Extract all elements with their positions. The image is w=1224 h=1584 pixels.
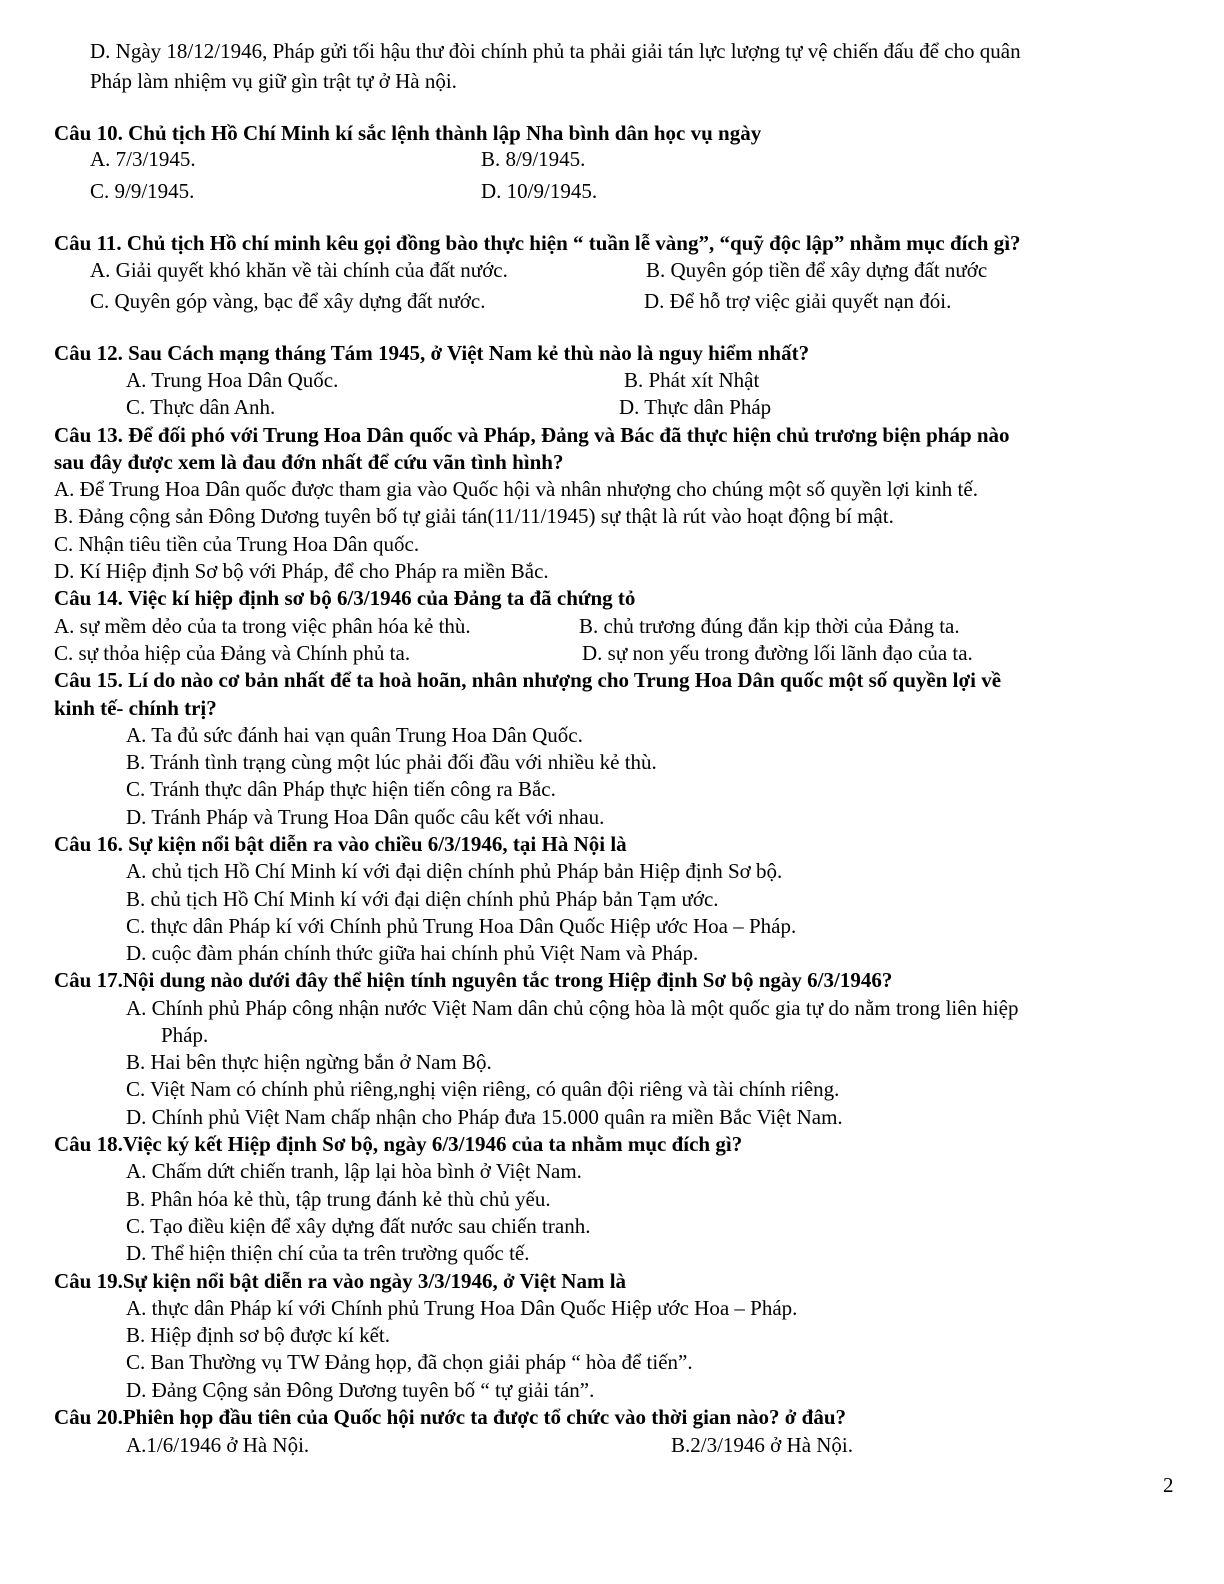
- q17-question: Câu 17.Nội dung nào dưới đây thể hiện tính nguyên tắc trong Hiệp định Sơ bộ ngày 6/3/1946?: [54, 968, 893, 992]
- q10-question: Câu 10. Chủ tịch Hồ Chí Minh kí sắc lệnh thành lập Nha bình dân học vụ ngày: [54, 121, 762, 145]
- q10-option-b: B. 8/9/1945.: [481, 147, 586, 171]
- q10-option-d: D. 10/9/1945.: [481, 179, 598, 203]
- q13-option-b: B. Đảng cộng sản Đông Dương tuyên bố tự giải tán(11/11/1945) sự thật là rút vào hoạt động bí mật.: [54, 504, 894, 528]
- q16-option-c: C. thực dân Pháp kí với Chính phủ Trung Hoa Dân Quốc Hiệp ước Hoa – Pháp.: [126, 914, 797, 938]
- q12-option-d: D. Thực dân Pháp: [619, 395, 772, 419]
- q13-option-d: D. Kí Hiệp định Sơ bộ với Pháp, để cho Pháp ra miền Bắc.: [54, 559, 549, 583]
- q20-option-b: B.2/3/1946 ở Hà Nội.: [671, 1433, 854, 1457]
- q17-option-c: C. Việt Nam có chính phủ riêng,nghị viện riêng, có quân đội riêng và tài chính riêng.: [126, 1077, 840, 1101]
- q15-question-line1: Câu 15. Lí do nào cơ bản nhất để ta hoà hoãn, nhân nhượng cho Trung Hoa Dân quốc một số quyền lợi về: [54, 668, 1002, 692]
- q9-option-d-line2: Pháp làm nhiệm vụ giữ gìn trật tự ở Hà nội.: [90, 69, 457, 93]
- q10-option-c: C. 9/9/1945.: [90, 179, 195, 203]
- q17-option-b: B. Hai bên thực hiện ngừng bắn ở Nam Bộ.: [126, 1050, 492, 1074]
- q15-option-d: D. Tránh Pháp và Trung Hoa Dân quốc câu kết với nhau.: [126, 805, 605, 829]
- q12-option-c: C. Thực dân Anh.: [126, 395, 276, 419]
- q11-option-d: D. Để hỗ trợ việc giải quyết nạn đói.: [644, 289, 952, 313]
- q12-option-a: A. Trung Hoa Dân Quốc.: [126, 368, 339, 392]
- q15-question-line2: kinh tế- chính trị?: [54, 696, 217, 720]
- q14-option-a: A. sự mềm dẻo của ta trong việc phân hóa kẻ thù.: [54, 614, 471, 638]
- q16-option-b: B. chủ tịch Hồ Chí Minh kí với đại diện chính phủ Pháp bản Tạm ước.: [126, 887, 719, 911]
- q18-option-a: A. Chấm dứt chiến tranh, lập lại hòa bình ở Việt Nam.: [126, 1159, 582, 1183]
- q11-option-b: B. Quyên góp tiền để xây dựng đất nước: [646, 258, 988, 282]
- q10-option-a: A. 7/3/1945.: [90, 147, 196, 171]
- q13-option-a: A. Để Trung Hoa Dân quốc được tham gia vào Quốc hội và nhân nhượng cho chúng một số quyền lợi kinh tế.: [54, 477, 978, 501]
- q19-option-d: D. Đảng Cộng sản Đông Dương tuyên bố “ tự giải tán”.: [126, 1378, 595, 1402]
- q18-question: Câu 18.Việc ký kết Hiệp định Sơ bộ, ngày 6/3/1946 của ta nhằm mục đích gì?: [54, 1132, 743, 1156]
- q17-option-a-line2: Pháp.: [161, 1023, 209, 1047]
- q16-option-d: D. cuộc đàm phán chính thức giữa hai chính phủ Việt Nam và Pháp.: [126, 941, 699, 965]
- q14-question: Câu 14. Việc kí hiệp định sơ bộ 6/3/1946 của Đảng ta đã chứng tỏ: [54, 586, 636, 610]
- q11-question: Câu 11. Chủ tịch Hồ chí minh kêu gọi đồng bào thực hiện “ tuần lễ vàng”, “quỹ độc lập” nhằm mục đích gì?: [54, 231, 1021, 255]
- q13-question-line1: Câu 13. Để đối phó với Trung Hoa Dân quốc và Pháp, Đảng và Bác đã thực hiện chủ trương biện pháp nào: [54, 423, 1010, 447]
- q11-option-c: C. Quyên góp vàng, bạc để xây dựng đất nước.: [90, 289, 486, 313]
- q14-option-c: C. sự thỏa hiệp của Đảng và Chính phủ ta.: [54, 641, 411, 665]
- q12-question: Câu 12. Sau Cách mạng tháng Tám 1945, ở Việt Nam kẻ thù nào là nguy hiểm nhất?: [54, 341, 810, 365]
- q14-option-b: B. chủ trương đúng đắn kịp thời của Đảng ta.: [579, 614, 960, 638]
- q14-option-d: D. sự non yếu trong đường lối lãnh đạo của ta.: [582, 641, 973, 665]
- q13-question-line2: sau đây được xem là đau đớn nhất để cứu vãn tình hình?: [54, 450, 564, 474]
- q19-option-c: C. Ban Thường vụ TW Đảng họp, đã chọn giải pháp “ hòa để tiến”.: [126, 1350, 693, 1374]
- q16-option-a: A. chủ tịch Hồ Chí Minh kí với đại diện chính phủ Pháp bản Hiệp định Sơ bộ.: [126, 859, 783, 883]
- q19-question: Câu 19.Sự kiện nổi bật diễn ra vào ngày 3/3/1946, ở Việt Nam là: [54, 1269, 627, 1293]
- q19-option-b: B. Hiệp định sơ bộ được kí kết.: [126, 1323, 390, 1347]
- q15-option-b: B. Tránh tình trạng cùng một lúc phải đối đầu với nhiều kẻ thù.: [126, 750, 657, 774]
- q20-option-a: A.1/6/1946 ở Hà Nội.: [126, 1433, 310, 1457]
- q18-option-c: C. Tạo điều kiện để xây dựng đất nước sau chiến tranh.: [126, 1214, 591, 1238]
- page-number: 2: [1163, 1473, 1174, 1497]
- q13-option-c: C. Nhận tiêu tiền của Trung Hoa Dân quốc.: [54, 532, 420, 556]
- q11-option-a: A. Giải quyết khó khăn về tài chính của đất nước.: [90, 258, 508, 282]
- q16-question: Câu 16. Sự kiện nổi bật diễn ra vào chiều 6/3/1946, tại Hà Nội là: [54, 832, 627, 856]
- q9-option-d-line1: D. Ngày 18/12/1946, Pháp gửi tối hậu thư đòi chính phủ ta phải giải tán lực lượng tự vệ chiến đấu để cho quân: [90, 39, 1021, 63]
- q15-option-a: A. Ta đủ sức đánh hai vạn quân Trung Hoa Dân Quốc.: [126, 723, 583, 747]
- q19-option-a: A. thực dân Pháp kí với Chính phủ Trung Hoa Dân Quốc Hiệp ước Hoa – Pháp.: [126, 1296, 798, 1320]
- q12-option-b: B. Phát xít Nhật: [624, 368, 760, 392]
- q18-option-b: B. Phân hóa kẻ thù, tập trung đánh kẻ thù chủ yếu.: [126, 1187, 551, 1211]
- q15-option-c: C. Tránh thực dân Pháp thực hiện tiến công ra Bắc.: [126, 777, 556, 801]
- q17-option-d: D. Chính phủ Việt Nam chấp nhận cho Pháp đưa 15.000 quân ra miền Bắc Việt Nam.: [126, 1105, 843, 1129]
- q17-option-a-line1: A. Chính phủ Pháp công nhận nước Việt Nam dân chủ cộng hòa là một quốc gia tự do nằm trong liên hiệp: [126, 996, 1019, 1020]
- q18-option-d: D. Thể hiện thiện chí của ta trên trường quốc tế.: [126, 1241, 530, 1265]
- q20-question: Câu 20.Phiên họp đầu tiên của Quốc hội nước ta được tổ chức vào thời gian nào? ở đâu?: [54, 1405, 847, 1429]
